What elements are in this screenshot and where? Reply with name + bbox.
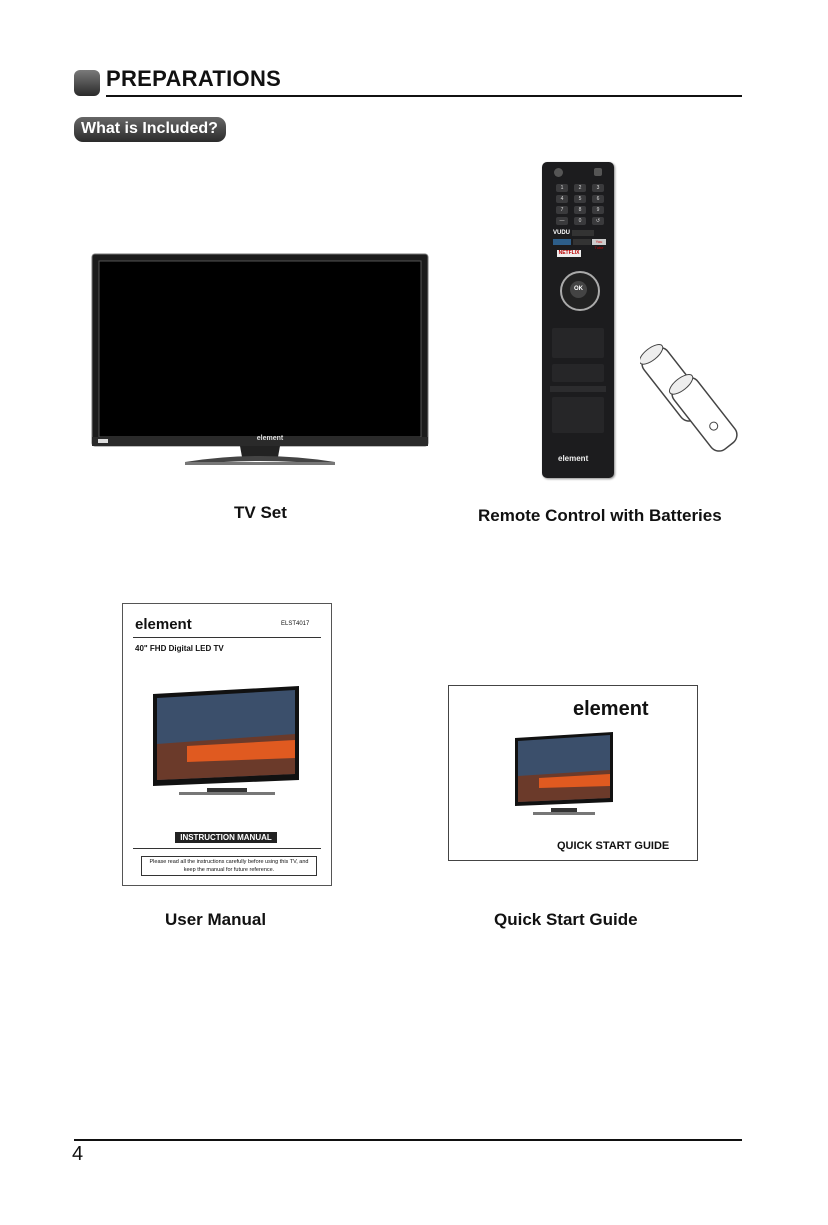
tv-set-caption: TV Set [234,503,287,522]
qsg-band: QUICK START GUIDE [557,840,670,852]
manual-brand: element [135,616,192,633]
manual-model: ELST4017 [281,621,310,627]
quick-start-caption: Quick Start Guide [494,910,638,929]
subsection-badge: What is Included? [74,117,226,142]
qsg-brand: element [573,698,649,720]
manual-note: Please read all the instructions carefully before using this TV, and keep the manual for future reference. [141,856,317,876]
manual-product: 40" FHD Digital LED TV [135,644,224,653]
footer-divider [74,1139,742,1141]
remote-control-image: 1 2 3 4 5 6 7 8 9 — 0 ↺ VUDU You Tube NETFLIX OK element [542,162,614,478]
section-title: PREPARATIONS [106,66,282,91]
manual-band: INSTRUCTION MANUAL [175,832,277,843]
manual-tv-image [147,684,307,809]
section-divider [106,95,742,97]
batteries-image [640,330,760,460]
page-number: 4 [72,1143,84,1165]
remote-caption: Remote Control with Batteries [478,506,722,525]
quick-start-guide-image [448,685,698,861]
qsg-tv-image [513,730,619,830]
tv-bezel-logo: element [256,435,284,442]
section-icon [74,70,100,96]
user-manual-image [122,603,332,886]
user-manual-caption: User Manual [165,910,267,929]
